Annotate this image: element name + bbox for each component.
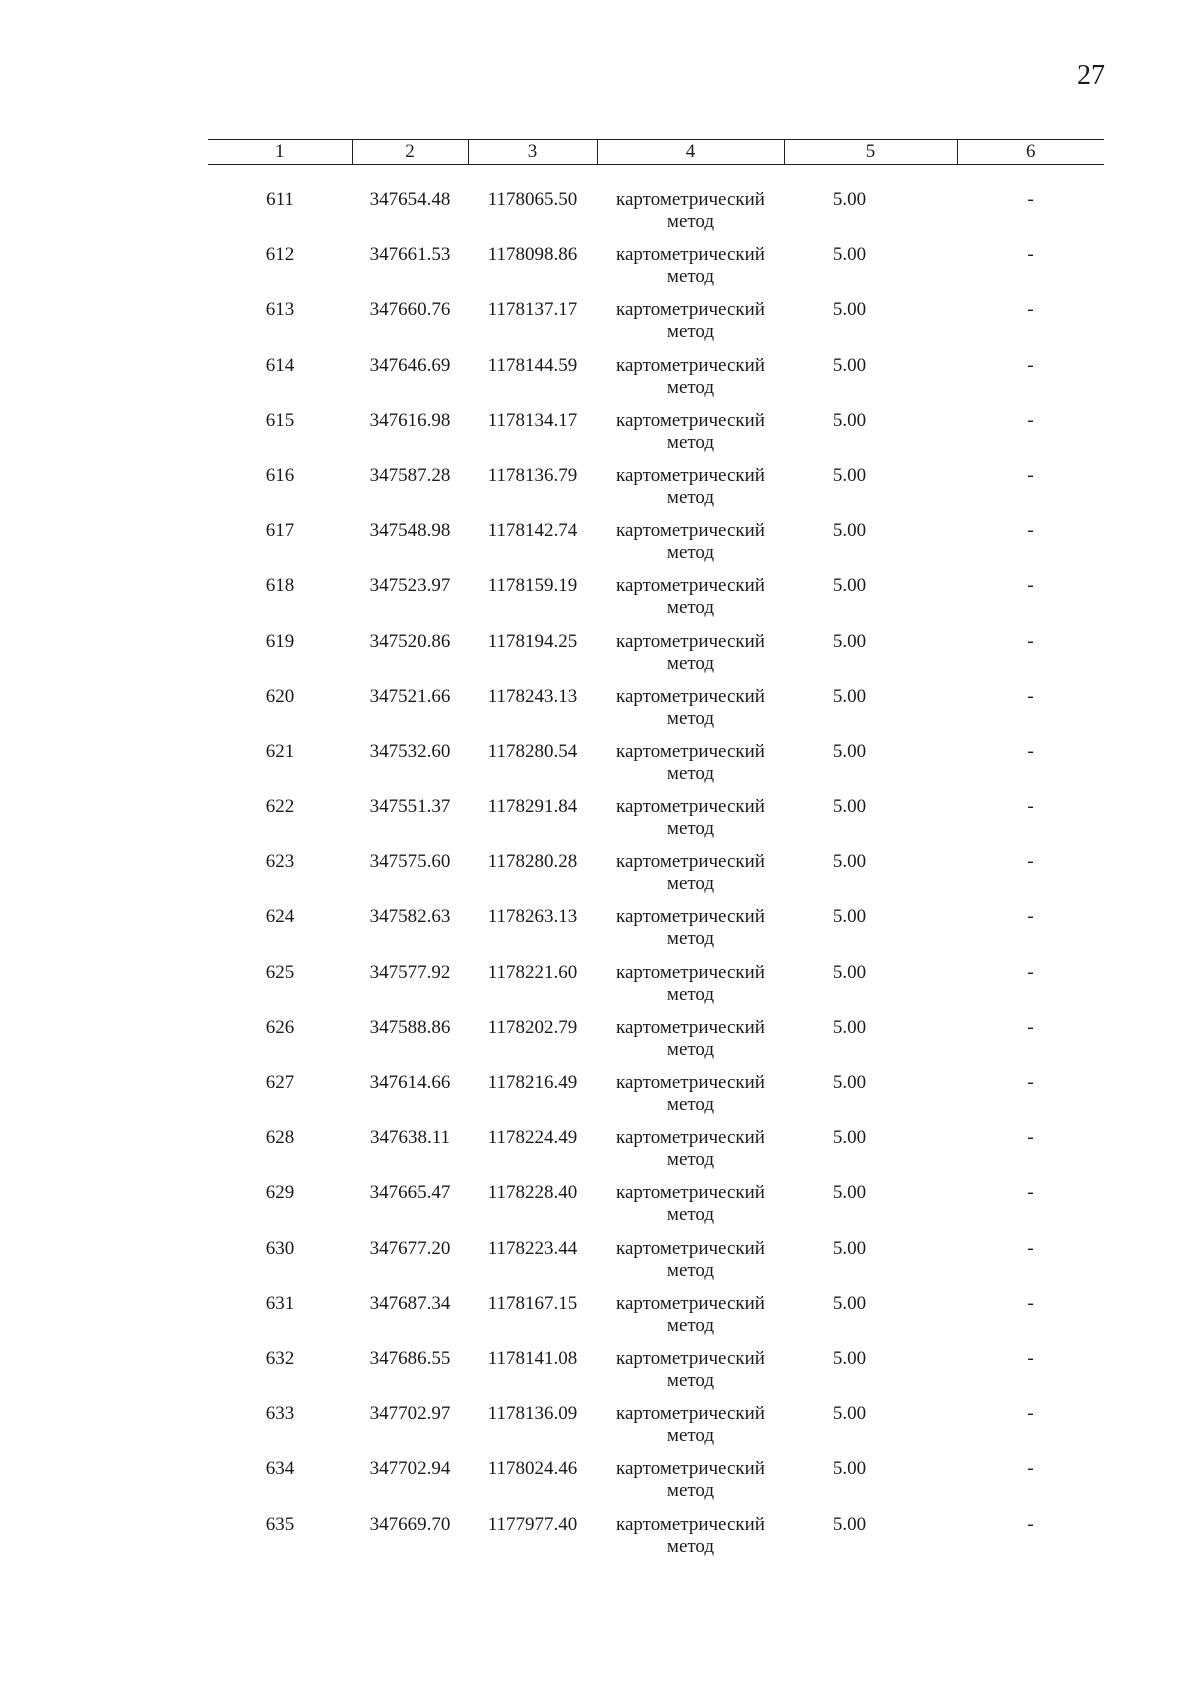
point-number: 629 (265, 1182, 295, 1204)
point-description: - (1027, 685, 1034, 707)
point-description: - (1027, 1072, 1034, 1093)
method-line-2: метод (666, 983, 715, 1005)
y-coordinate: 1178243.13 (487, 685, 578, 707)
determination-method (597, 299, 784, 354)
point-description: - (1027, 1182, 1034, 1204)
point-description: - (1027, 575, 1034, 597)
point-number: 632 (265, 1347, 295, 1369)
accuracy-value: 5.00 (832, 961, 867, 983)
x-coordinate: 347661.53 (369, 244, 451, 266)
determination-method (597, 1072, 784, 1127)
determination-method (597, 575, 784, 630)
point-description: - (1027, 961, 1034, 983)
point-number: 612 (265, 244, 295, 266)
y-coordinate: 1178167.15 (487, 1292, 578, 1314)
x-coordinate: 347587.28 (369, 464, 451, 486)
accuracy-value: 5.00 (832, 740, 867, 762)
column-header-6: 6 (957, 140, 1104, 165)
y-coordinate: 1178065.50 (487, 189, 578, 210)
point-number: 626 (265, 1016, 295, 1038)
x-coordinate: 347521.66 (369, 685, 451, 707)
determination-method (597, 962, 784, 1017)
point-description: - (1027, 1127, 1034, 1149)
accuracy-value: 5.00 (832, 851, 867, 873)
y-coordinate: 1178202.79 (487, 1016, 578, 1038)
point-description: - (1027, 520, 1034, 542)
accuracy-value: 5.00 (832, 1458, 867, 1480)
determination-method (597, 1348, 784, 1403)
method-line-2: метод (666, 1038, 715, 1060)
accuracy-value: 5.00 (832, 1513, 867, 1535)
y-coordinate: 1178291.84 (487, 796, 578, 818)
column-header-1: 1 (208, 140, 352, 165)
point-number: 633 (265, 1403, 295, 1425)
table-row (208, 1072, 1104, 1127)
table-row (208, 410, 1104, 465)
determination-method (597, 851, 784, 906)
table-row (208, 1238, 1104, 1293)
point-description: - (1027, 464, 1034, 486)
y-coordinate: 1178137.17 (487, 299, 578, 321)
method-line-2: метод (666, 1149, 715, 1171)
x-coordinate: 347638.11 (369, 1127, 451, 1149)
point-description: - (1027, 1458, 1034, 1480)
table-row (208, 906, 1104, 961)
y-coordinate: 1178280.28 (487, 851, 578, 873)
accuracy-value: 5.00 (832, 1347, 867, 1369)
x-coordinate: 347687.34 (369, 1292, 451, 1314)
point-number: 611 (266, 189, 294, 210)
accuracy-value: 5.00 (832, 189, 867, 210)
table-header (208, 140, 1104, 165)
determination-method (597, 520, 784, 575)
method-line-2: метод (666, 376, 715, 398)
x-coordinate: 347532.60 (369, 740, 451, 762)
method-line-2: метод (666, 321, 715, 343)
determination-method (597, 631, 784, 686)
coordinates-table (208, 139, 1104, 1569)
point-description: - (1027, 740, 1034, 762)
point-number: 613 (265, 299, 295, 321)
point-number: 630 (265, 1237, 295, 1259)
accuracy-value: 5.00 (832, 464, 867, 486)
y-coordinate: 1177977.40 (487, 1513, 578, 1535)
point-description: - (1027, 244, 1034, 266)
determination-method (597, 1514, 784, 1569)
method-line-1: картометрический (616, 1513, 765, 1535)
y-coordinate: 1178144.59 (487, 354, 578, 376)
x-coordinate: 347677.20 (369, 1237, 451, 1259)
accuracy-value: 5.00 (832, 409, 867, 431)
y-coordinate: 1178136.79 (487, 464, 578, 486)
table-body (208, 165, 1104, 1569)
method-line-1: картометрический (616, 299, 765, 321)
method-line-1: картометрический (616, 1347, 765, 1369)
column-header-4: 4 (597, 140, 784, 165)
point-number: 618 (265, 575, 295, 597)
point-description: - (1027, 906, 1034, 928)
method-line-1: картометрический (616, 961, 765, 983)
method-line-2: метод (666, 1369, 715, 1391)
determination-method (597, 1403, 784, 1458)
determination-method (597, 1458, 784, 1513)
table-row (208, 465, 1104, 520)
y-coordinate: 1178098.86 (487, 244, 578, 266)
point-number: 620 (265, 685, 295, 707)
accuracy-value: 5.00 (832, 685, 867, 707)
method-line-2: метод (666, 1204, 715, 1226)
x-coordinate: 347577.92 (369, 961, 451, 983)
y-coordinate: 1178142.74 (487, 520, 578, 542)
table-row (208, 631, 1104, 686)
accuracy-value: 5.00 (832, 1403, 867, 1425)
accuracy-value: 5.00 (832, 1127, 867, 1149)
determination-method (597, 410, 784, 465)
table-row (208, 1348, 1104, 1403)
point-number: 619 (265, 630, 295, 652)
x-coordinate: 347548.98 (369, 520, 451, 542)
y-coordinate: 1178228.40 (487, 1182, 578, 1204)
x-coordinate: 347702.94 (369, 1458, 451, 1480)
y-coordinate: 1178263.13 (487, 906, 578, 928)
point-description: - (1027, 851, 1034, 873)
accuracy-value: 5.00 (832, 1182, 867, 1204)
accuracy-value: 5.00 (832, 575, 867, 597)
method-line-2: метод (666, 652, 715, 674)
column-header-3: 3 (468, 140, 597, 165)
point-number: 614 (265, 354, 295, 376)
method-line-1: картометрический (616, 685, 765, 707)
table-row (208, 575, 1104, 630)
table-row (208, 1403, 1104, 1458)
method-line-1: картометрический (616, 906, 765, 928)
method-line-2: метод (666, 1094, 715, 1115)
accuracy-value: 5.00 (832, 1072, 867, 1093)
determination-method (597, 1127, 784, 1182)
table-row (208, 189, 1104, 244)
point-description: - (1027, 1016, 1034, 1038)
method-line-1: картометрический (616, 796, 765, 818)
point-number: 627 (265, 1072, 295, 1093)
x-coordinate: 347575.60 (369, 851, 451, 873)
table-row (208, 520, 1104, 575)
method-line-1: картометрический (616, 464, 765, 486)
method-line-1: картометрический (616, 409, 765, 431)
x-coordinate: 347523.97 (369, 575, 451, 597)
page-number: 27 (1077, 60, 1105, 91)
method-line-2: метод (666, 1259, 715, 1281)
point-description: - (1027, 796, 1034, 818)
x-coordinate: 347654.48 (369, 189, 451, 210)
x-coordinate: 347582.63 (369, 906, 451, 928)
x-coordinate: 347660.76 (369, 299, 451, 321)
column-header-2: 2 (352, 140, 468, 165)
method-line-1: картометрический (616, 630, 765, 652)
x-coordinate: 347520.86 (369, 630, 451, 652)
method-line-1: картометрический (616, 244, 765, 266)
table-row (208, 1182, 1104, 1237)
accuracy-value: 5.00 (832, 796, 867, 818)
y-coordinate: 1178136.09 (487, 1403, 578, 1425)
method-line-2: метод (666, 266, 715, 288)
y-coordinate: 1178280.54 (487, 740, 578, 762)
point-number: 624 (265, 906, 295, 928)
method-line-2: метод (666, 928, 715, 950)
method-line-1: картометрический (616, 1458, 765, 1480)
accuracy-value: 5.00 (832, 244, 867, 266)
determination-method (597, 906, 784, 961)
point-description: - (1027, 1347, 1034, 1369)
point-number: 634 (265, 1458, 295, 1480)
point-description: - (1027, 409, 1034, 431)
point-description: - (1027, 1292, 1034, 1314)
point-number: 628 (265, 1127, 295, 1149)
point-description: - (1027, 354, 1034, 376)
method-line-2: метод (666, 211, 715, 232)
table-row (208, 244, 1104, 299)
method-line-2: метод (666, 762, 715, 784)
y-coordinate: 1178141.08 (487, 1347, 578, 1369)
method-line-2: метод (666, 818, 715, 840)
point-description: - (1027, 1513, 1034, 1535)
x-coordinate: 347588.86 (369, 1016, 451, 1038)
table-row (208, 355, 1104, 410)
table-row (208, 1514, 1104, 1569)
method-line-1: картометрический (616, 1403, 765, 1425)
point-description: - (1027, 1237, 1034, 1259)
table-row (208, 299, 1104, 354)
y-coordinate: 1178134.17 (487, 409, 578, 431)
determination-method (597, 1182, 784, 1237)
determination-method (597, 741, 784, 796)
x-coordinate: 347702.97 (369, 1403, 451, 1425)
point-description: - (1027, 189, 1034, 210)
method-line-2: метод (666, 873, 715, 895)
x-coordinate: 347614.66 (369, 1072, 451, 1093)
method-line-2: метод (666, 1535, 715, 1557)
accuracy-value: 5.00 (832, 520, 867, 542)
point-number: 631 (265, 1292, 295, 1314)
method-line-1: картометрический (616, 1182, 765, 1204)
point-number: 615 (265, 409, 295, 431)
method-line-1: картометрический (616, 740, 765, 762)
point-description: - (1027, 630, 1034, 652)
x-coordinate: 347665.47 (369, 1182, 451, 1204)
method-line-2: метод (666, 542, 715, 564)
table-row (208, 1293, 1104, 1348)
determination-method (597, 1017, 784, 1072)
y-coordinate: 1178024.46 (487, 1458, 578, 1480)
table-row (208, 796, 1104, 851)
accuracy-value: 5.00 (832, 906, 867, 928)
table-row (208, 1017, 1104, 1072)
table-row (208, 741, 1104, 796)
accuracy-value: 5.00 (832, 630, 867, 652)
method-line-2: метод (666, 431, 715, 453)
x-coordinate: 347551.37 (369, 796, 451, 818)
x-coordinate: 347669.70 (369, 1513, 451, 1535)
determination-method (597, 465, 784, 520)
method-line-1: картометрический (616, 1016, 765, 1038)
method-line-1: картометрический (616, 1237, 765, 1259)
table-row (208, 851, 1104, 906)
point-description: - (1027, 1403, 1034, 1425)
method-line-2: метод (666, 1480, 715, 1502)
x-coordinate: 347646.69 (369, 354, 451, 376)
y-coordinate: 1178221.60 (487, 961, 578, 983)
y-coordinate: 1178223.44 (487, 1237, 578, 1259)
method-line-2: метод (666, 597, 715, 619)
table-row (208, 1127, 1104, 1182)
point-description: - (1027, 299, 1034, 321)
method-line-1: картометрический (616, 354, 765, 376)
method-line-1: картометрический (616, 575, 765, 597)
point-number: 625 (265, 961, 295, 983)
point-number: 623 (265, 851, 295, 873)
accuracy-value: 5.00 (832, 1016, 867, 1038)
accuracy-value: 5.00 (832, 1292, 867, 1314)
point-number: 635 (265, 1513, 295, 1535)
y-coordinate: 1178216.49 (487, 1072, 578, 1093)
x-coordinate: 347686.55 (369, 1347, 451, 1369)
column-header-5: 5 (784, 140, 957, 165)
x-coordinate: 347616.98 (369, 409, 451, 431)
y-coordinate: 1178159.19 (487, 575, 578, 597)
point-number: 617 (265, 520, 295, 542)
method-line-1: картометрический (616, 1127, 765, 1149)
table-row (208, 1458, 1104, 1513)
point-number: 616 (265, 464, 295, 486)
method-line-1: картометрический (616, 1072, 765, 1093)
determination-method (597, 244, 784, 299)
method-line-1: картометрический (616, 1292, 765, 1314)
y-coordinate: 1178194.25 (487, 630, 578, 652)
determination-method (597, 189, 784, 244)
point-number: 621 (265, 740, 295, 762)
point-number: 622 (265, 796, 295, 818)
table-row (208, 686, 1104, 741)
method-line-2: метод (666, 707, 715, 729)
determination-method (597, 1238, 784, 1293)
determination-method (597, 1293, 784, 1348)
y-coordinate: 1178224.49 (487, 1127, 578, 1149)
method-line-1: картометрический (616, 520, 765, 542)
accuracy-value: 5.00 (832, 1237, 867, 1259)
method-line-2: метод (666, 486, 715, 508)
accuracy-value: 5.00 (832, 354, 867, 376)
method-line-1: картометрический (616, 189, 765, 210)
method-line-1: картометрический (616, 851, 765, 873)
table-row (208, 962, 1104, 1017)
method-line-2: метод (666, 1314, 715, 1336)
accuracy-value: 5.00 (832, 299, 867, 321)
method-line-2: метод (666, 1425, 715, 1447)
determination-method (597, 686, 784, 741)
determination-method (597, 355, 784, 410)
determination-method (597, 796, 784, 851)
